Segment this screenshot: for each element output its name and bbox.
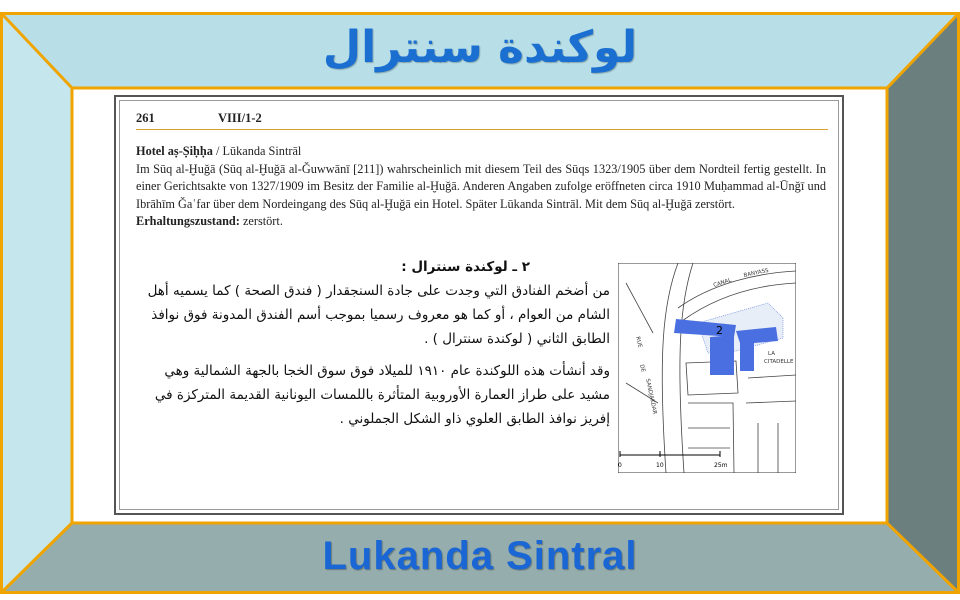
page-number: 261 <box>136 111 155 125</box>
map-label-rue: RUE <box>634 335 643 349</box>
map-label-banyass: BANYASS <box>743 267 770 279</box>
map-scale-10: 10 <box>656 462 664 469</box>
map-label-sandjakdar: SANDJAKDAR <box>644 378 658 415</box>
arabic-title: لوكندة سنترال <box>322 22 638 73</box>
section-number: VIII/1-2 <box>218 111 262 125</box>
arabic-heading: ٢ ـ لوكندة سنترال : <box>401 259 530 275</box>
map-label-canal: CANAL <box>712 277 733 289</box>
arabic-paragraph-2: وقد أنشأت هذه اللوكندة عام ١٩١٠ للميلاد فوق سوق الخجا بالجهة الشمالية وهي مشيد على طراز العمارة الأوروبية المتأثرة باللمسات اليونانية القديمة المتركزة في إفريز نوافذ الطابق العلوي ذاو الشكل الجملوني . <box>154 363 610 427</box>
map-scale-25: 25m <box>714 462 728 469</box>
document-header <box>136 109 828 130</box>
document-scan <box>114 95 844 515</box>
entry-heading-alt: / Lūkanda Sintrāl <box>212 144 302 158</box>
arabic-paragraph-1: من أضخم الفنادق التي وجدت على جادة السنجقدار ( فندق الصحة ) كما يسميه أهل الشام من العوام ، أو كما هو معروف رسميا بموجب أسم الفندق المدونة فوق نوافذ الطابق الثاني ( لوكندة سنترال ) . <box>147 283 610 347</box>
condition-value: zerstört. <box>239 214 283 228</box>
entry-block <box>136 143 826 231</box>
frame-right-bevel <box>887 13 960 593</box>
map-label-citadelle: CITADELLE <box>764 359 794 365</box>
map-highlight-center <box>710 335 734 375</box>
frame-left-bevel <box>0 13 72 593</box>
map-scale-0: 0 <box>618 462 622 469</box>
map-label-de: DE <box>638 363 646 373</box>
arabic-text-block <box>134 255 610 439</box>
entry-heading: Hotel aṣ-Ṣiḥḥa <box>136 144 213 158</box>
entry-text: Im Sūq al-Ḫuǧā (Sūq al-Ḫuǧā al-Ǧuwwānī [211]) wahrscheinlich mit diesem Teil des Sūqs 1323/1905 über dem Nordteil fertig gestellt. In einer Gerichtsakte von 1327/1909 im Besitz der Familie al-Ḫuǧā. Anderen Angaben zufolge eröffneten circa 1910 Muḥammad al-Ūnǧī und Ibrāhīm Ǧaʿfar über dem Nordeingang des Sūq al-Ḫuǧā ein Hotel. Später Lūkanda Sintrāl. Mit dem Sūq al-Ḫuǧā zerstört. <box>136 161 826 211</box>
site-map <box>618 263 796 473</box>
map-building-number: 2 <box>716 324 723 337</box>
latin-title: Lukanda Sintral <box>322 534 638 578</box>
map-label-la: LA <box>768 351 775 357</box>
condition-label: Erhaltungszustand: <box>136 214 240 228</box>
